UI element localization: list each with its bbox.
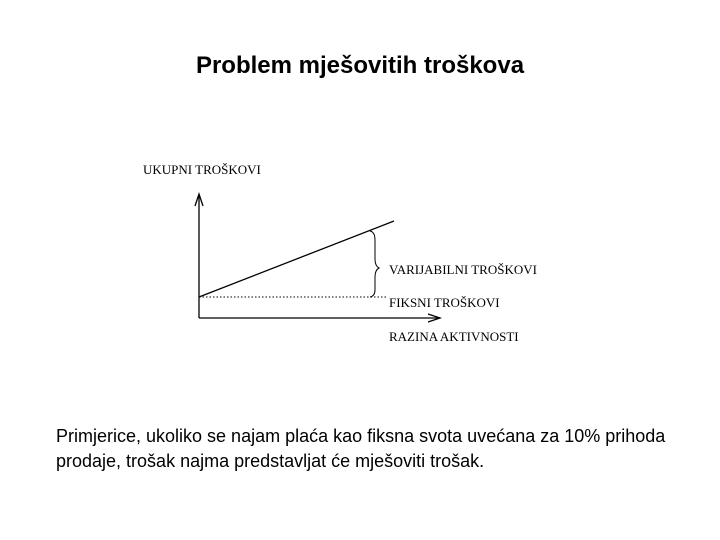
total-cost-line xyxy=(199,221,394,297)
variable-cost-label: VARIJABILNI TROŠKOVI xyxy=(389,262,537,277)
x-axis-label: RAZINA AKTIVNOSTI xyxy=(389,329,519,344)
variable-cost-brace xyxy=(370,231,379,297)
y-axis-label: UKUPNI TROŠKOVI xyxy=(143,162,261,177)
fixed-cost-label: FIKSNI TROŠKOVI xyxy=(389,295,500,310)
example-paragraph: Primjerice, ukoliko se najam plaća kao fiksna svota uvećana za 10% prihoda prodaje, trošak najma predstavljat će mješoviti trošak. xyxy=(56,426,666,471)
slide-title: Problem mješovitih troškova xyxy=(195,52,525,79)
